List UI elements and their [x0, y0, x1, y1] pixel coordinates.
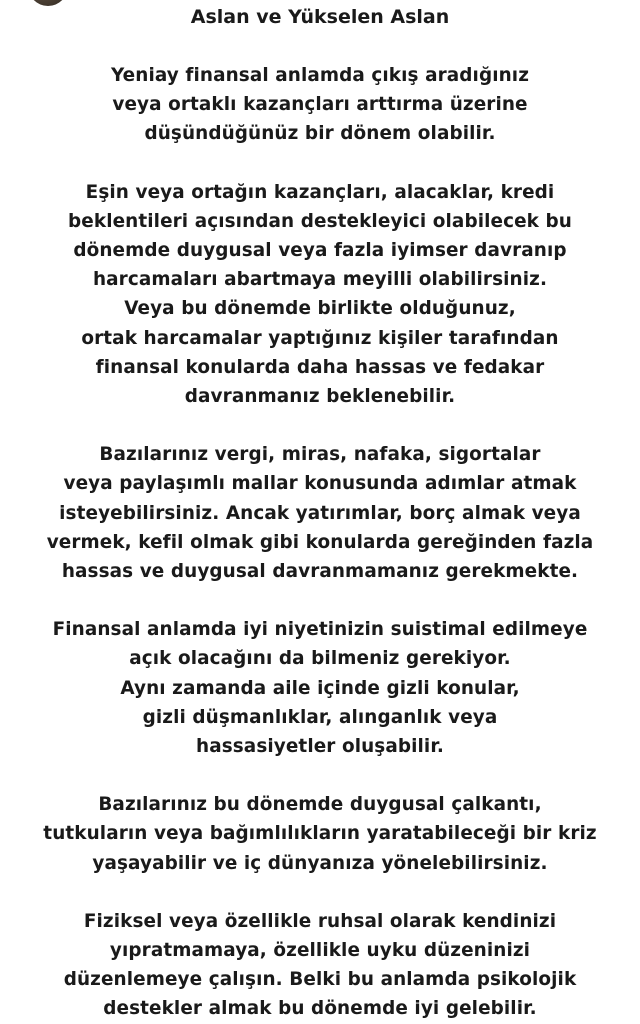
text-line: finansal konularda daha hassas ve fedakar — [95, 356, 545, 378]
text-line: Yeniay finansal anlamda çıkış aradığınız — [110, 65, 530, 86]
text-line: Bazılarınız vergi, miras, nafaka, sigortalar — [99, 444, 541, 466]
text-line: davranmanız beklenebilir. — [184, 386, 456, 408]
paragraph-5 — [0, 790, 640, 878]
text-line: hassasiyetler oluşabilir. — [196, 736, 444, 758]
text-line: Aynı zamanda aile içinde gizli konular, — [120, 677, 520, 699]
text-line: Veya bu dönemde birlikte olduğunuz, — [124, 298, 516, 320]
text-line: Eşin veya ortağın kazançları, alacaklar, kredi — [85, 181, 555, 203]
text-line: beklentileri açısından destekleyici olabilecek bu — [68, 210, 572, 232]
paragraph-6 — [0, 907, 640, 1024]
paragraph-2 — [0, 178, 640, 412]
text-line: tutkuların veya bağımlılıkların yaratabileceği bir kriz — [43, 823, 597, 845]
text-line: ortak harcamalar yaptığınız kişiler tarafından — [81, 327, 559, 349]
text-line: yaşayabilir ve iç dünyanıza yönelebilirsiniz. — [92, 852, 548, 874]
text-line: Finansal anlamda iyi niyetinizin suistimal edilmeye — [52, 619, 588, 641]
text-line: açık olacağını da bilmeniz gerekiyor. — [129, 648, 511, 670]
paragraph-3 — [0, 440, 640, 586]
text-line: yıpratmamaya, özellikle uyku düzeninizi — [109, 940, 531, 962]
text-line: veya ortaklı kazançları arttırma üzerine — [112, 94, 528, 116]
story-title: Aslan ve Yükselen Aslan — [190, 6, 450, 28]
text-line: hassas ve duygusal davranmamanız gerekmekte. — [61, 561, 579, 583]
paragraph-4 — [0, 615, 640, 761]
text-line: gizli düşmanlıklar, alınganlık veya — [142, 706, 498, 728]
text-line: isteyebilirsiniz. Ancak yatırımlar, borç almak veya — [59, 502, 581, 524]
text-line: düzenlemeye çalışın. Belki bu anlamda psikolojik — [63, 969, 577, 991]
text-line: Bazılarınız bu dönemde duygusal çalkantı, — [98, 794, 542, 816]
text-line: veya paylaşımlı mallar konusunda adımlar atmak — [63, 473, 577, 495]
text-line: düşündüğünüz bir dönem olabilir. — [144, 123, 496, 145]
text-line: Fiziksel veya özellikle ruhsal olarak kendinizi — [83, 910, 557, 932]
text-line: destekler almak bu dönemde iyi gelebilir. — [103, 998, 537, 1020]
text-line: dönemde duygusal veya fazla iyimser davranıp — [73, 240, 567, 262]
paragraph-1 — [0, 61, 640, 149]
text-line: harcamaları abartmaya meyilli olabilirsiniz. — [92, 269, 548, 291]
text-line: vermek, kefil olmak gibi konularda gereğinden fazla — [46, 531, 594, 553]
